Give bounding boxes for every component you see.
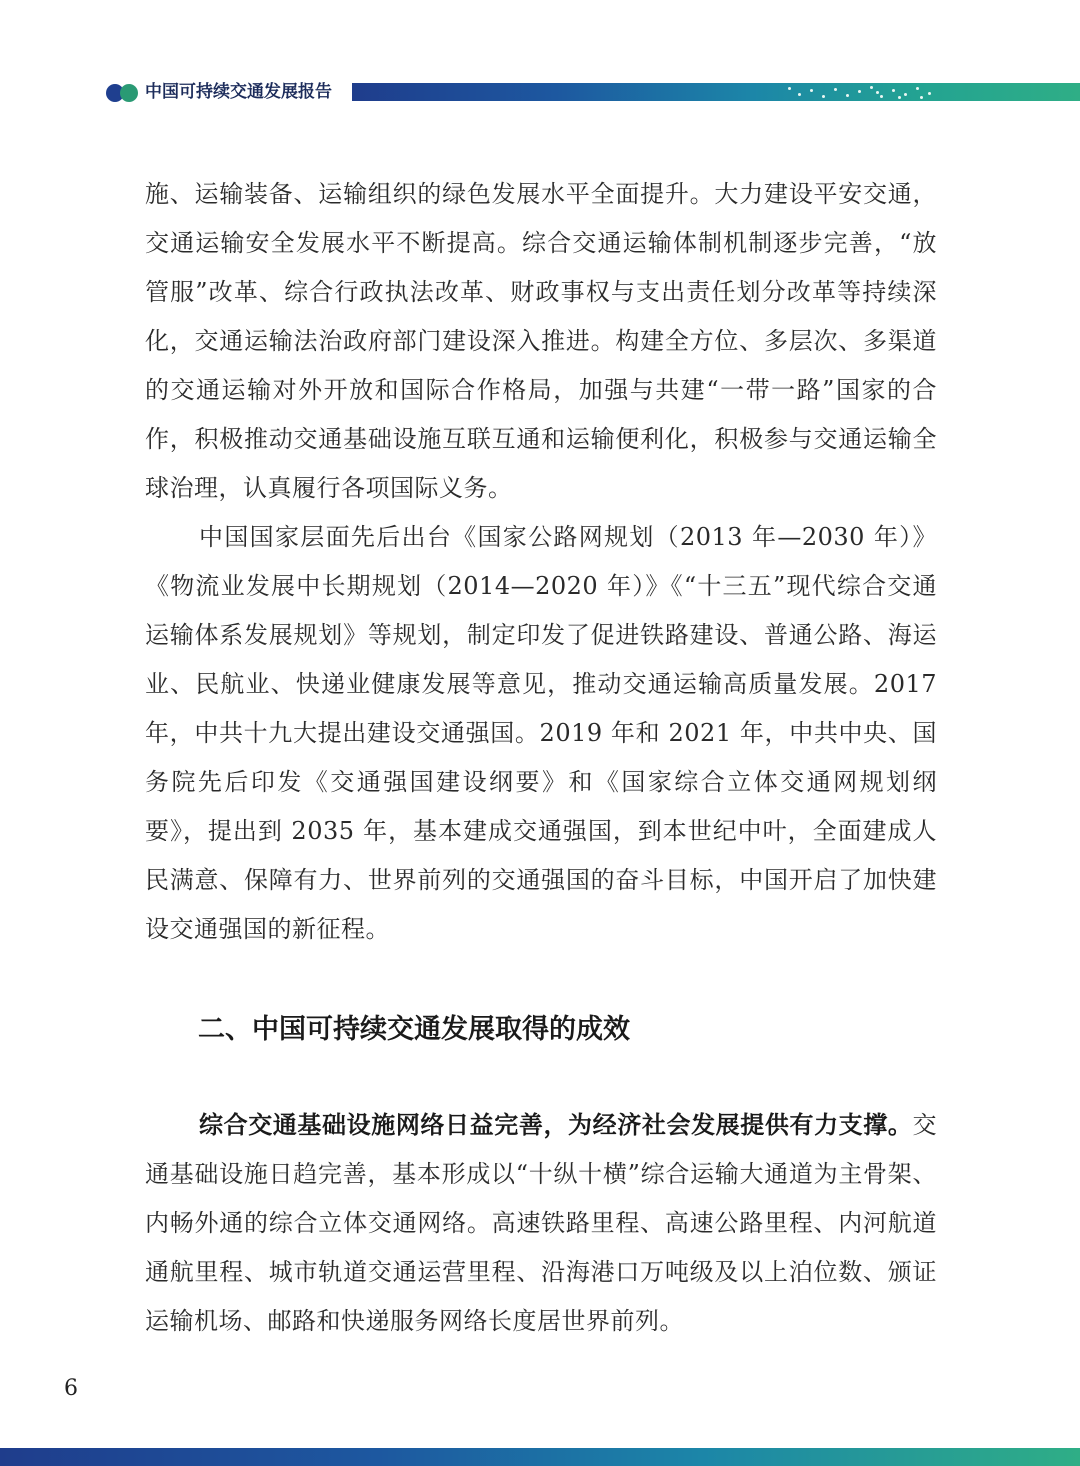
paragraph-3	[145, 1100, 937, 1346]
report-title: 中国可持续交通发展报告	[145, 82, 332, 102]
paragraph-2: 中国国家层面先后出台《国家公路网规划（2013 年—2030 年）》《物流业发展中长期规划（2014—2020 年）》《“十三五”现代综合交通运输体系发展规划》等规划，制定印发了促进铁路建设、普通公路、海运业、民航业、快递业健康发展等意见，推动交通运输高质量发展。2017 年，中共十九大提出建设交通强国。2019 年和 2021 年，中共中央、国务院先后印发《交通强国建设纲要》和《国家综合立体交通网规划纲要》，提出到 2035 年，基本建成交通强国，到本世纪中叶，全面建成人民满意、保障有力、世界前列的交通强国的奋斗目标，中国开启了加快建设交通强国的新征程。	[145, 523, 937, 943]
running-header	[0, 80, 1080, 104]
paragraph-3-lead: 综合交通基础设施网络日益完善，为经济社会发展提供有力支撑。	[199, 1110, 913, 1139]
page-number: 6	[64, 1376, 78, 1401]
paragraph-3-body: 交通基础设施日趋完善，基本形成以“十纵十横”综合运输大通道为主骨架、内畅外通的综合立体交通网络。高速铁路里程、高速公路里程、内河航道通航里程、城市轨道交通运营里程、沿海港口万吨级及以上泊位数、颁证运输机场、邮路和快递服务网络长度居世界前列。	[145, 1111, 937, 1335]
section-heading: 二、中国可持续交通发展取得的成效	[198, 1014, 630, 1045]
paragraph-1: 施、运输装备、运输组织的绿色发展水平全面提升。大力建设平安交通，交通运输安全发展水平不断提高。综合交通运输体制机制逐步完善，“放管服”改革、综合行政执法改革、财政事权与支出责任划分改革等持续深化，交通运输法治政府部门建设深入推进。构建全方位、多层次、多渠道的交通运输对外开放和国际合作格局，加强与共建“一带一路”国家的合作，积极推动交通基础设施互联互通和运输便利化，积极参与交通运输全球治理，认真履行各项国际义务。	[145, 180, 937, 502]
header-dot-green	[120, 84, 138, 102]
header-dot-pattern	[780, 83, 940, 101]
footer-gradient-bar	[0, 1448, 1080, 1466]
header-gradient-bar	[352, 83, 1080, 101]
